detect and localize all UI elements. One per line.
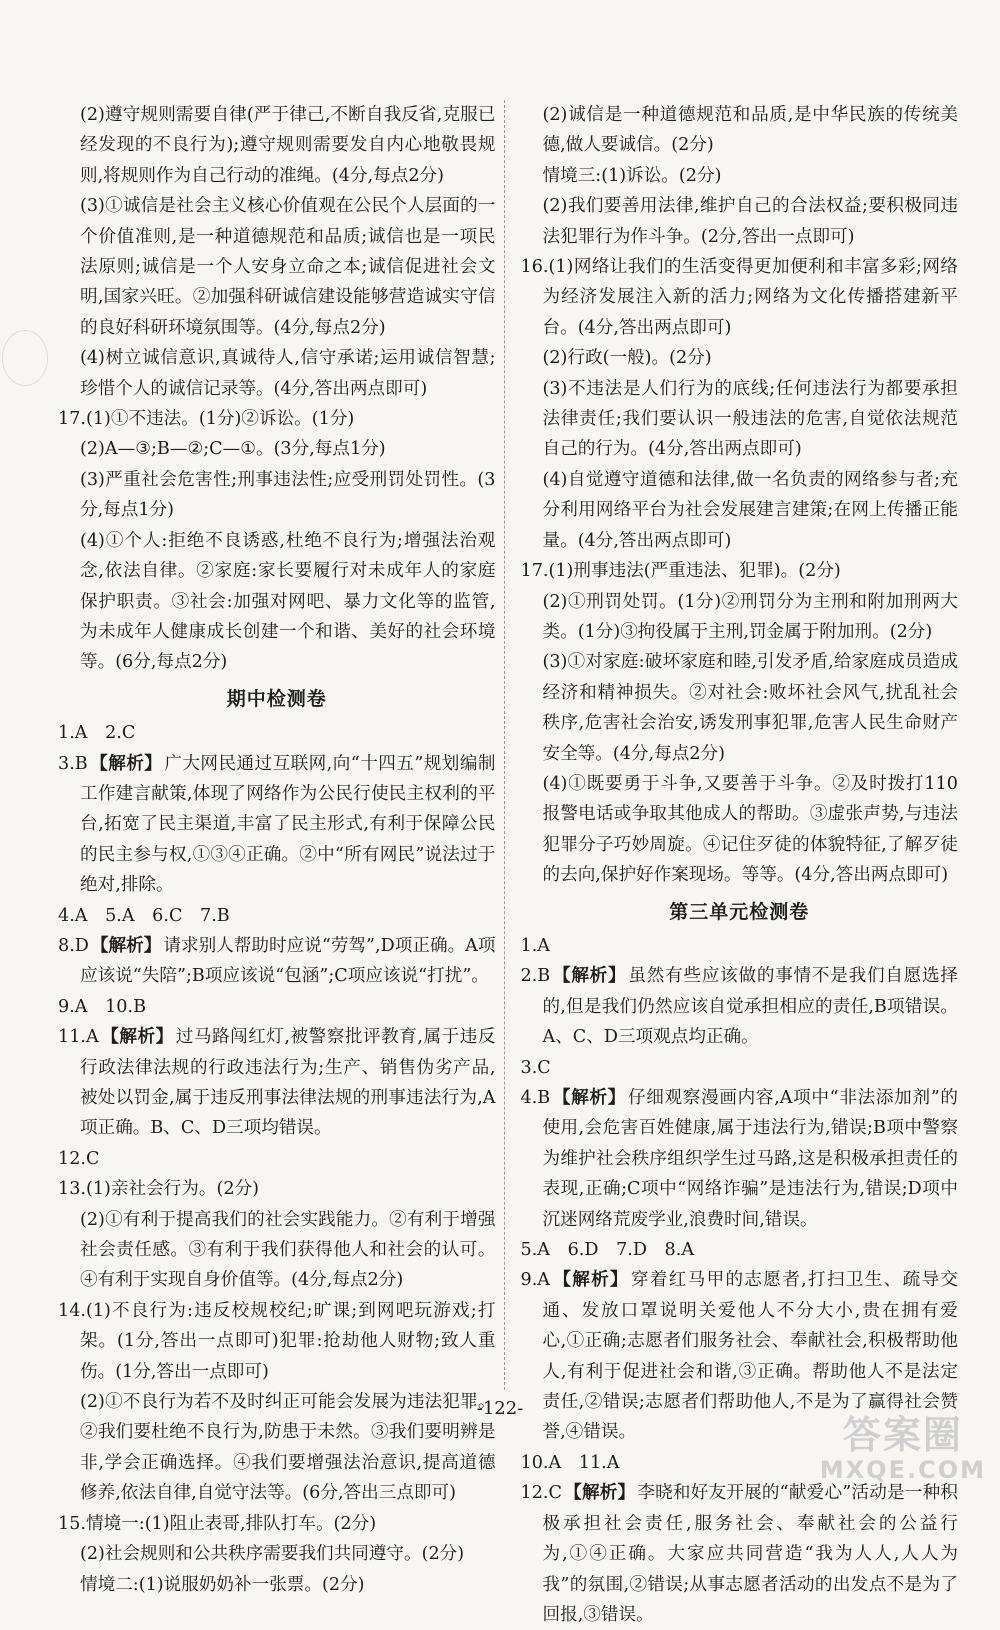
answer-text: 9.A 10.B bbox=[58, 996, 146, 1017]
answer-paragraph bbox=[521, 1083, 959, 1235]
section-title: 第三单元检测卷 bbox=[669, 900, 810, 923]
answer-paragraph bbox=[521, 343, 959, 373]
answer-paragraph bbox=[58, 718, 496, 748]
answer-paragraph bbox=[58, 526, 496, 678]
answer-text: (4)自觉遵守道德和法律,做一名负责的网络参与者;充分利用网络平台为社会发展建言建策;在网上传播正能量。(4分,答出两点即可) bbox=[542, 469, 958, 551]
answer-text: (2)我们要善用法律,维护自己的合法权益;要积极同违法犯罪行为作斗争。(2分,答出一点即可) bbox=[542, 196, 958, 247]
question-number: 8.D bbox=[58, 935, 89, 956]
answer-paragraph bbox=[521, 374, 959, 465]
question-number: 9.A bbox=[520, 1270, 550, 1291]
answer-paragraph bbox=[58, 1022, 496, 1144]
question-number: 2.B bbox=[520, 966, 551, 987]
answer-paragraph bbox=[58, 1205, 496, 1296]
answer-text: (4)树立诚信意识,真诚待人,信守承诺;运用诚信智慧;珍惜个人的诚信记录等。(4分,答出两点即可) bbox=[80, 348, 496, 399]
question-number: 12.C bbox=[520, 1483, 562, 1504]
answer-paragraph bbox=[58, 1509, 496, 1539]
answer-paragraph bbox=[521, 100, 959, 161]
answer-text: (4)①个人:拒绝不良诱惑,杜绝不良行为;增强法治观念,依法自律。②家庭:家长要履行对未成年人的家庭保护职责。③社会:加强对网吧、暴力文化等的监管,为未成年人健康成长创建一个和谐、美好的社会环境等。(6分,每点2分) bbox=[80, 530, 496, 673]
answer-paragraph bbox=[58, 1174, 496, 1204]
answer-text: 5.A 6.D 7.D 8.A bbox=[520, 1240, 695, 1261]
answer-text: (2)遵守规则需要自律(严于律己,不断自我反省,克服已经发现的不良行为);遵守规则需要发自内心地敬畏规则,将规则作为自己行动的准绳。(4分,每点2分) bbox=[80, 105, 496, 186]
answer-text: (3)不违法是人们行为的底线;任何违法行为都要承担法律责任;我们要认识一般违法的危害,自觉依法规范自己的行为。(4分,答出两点即可) bbox=[542, 378, 958, 460]
answer-paragraph bbox=[58, 191, 496, 343]
answer-paragraph bbox=[521, 465, 959, 556]
answer-paragraph bbox=[58, 931, 496, 992]
watermark-url: MXQE.COM bbox=[819, 1456, 986, 1484]
analysis-tag: 【解析】 bbox=[552, 965, 627, 987]
analysis-tag: 【解析】 bbox=[552, 1087, 626, 1108]
answer-text: (2)社会规则和公共秩序需要我们共同遵守。(2分) bbox=[80, 1544, 465, 1565]
answer-paragraph bbox=[521, 191, 959, 252]
answer-text: (3)①对家庭:破坏家庭和睦,引发矛盾,给家庭成员造成经济和精神损失。②对社会:败坏社会风气,扰乱社会秩序,危害社会治安,诱发刑事犯罪,危害人民生命财产安全等。(4分,每点2分) bbox=[542, 652, 958, 764]
answer-text: 过马路闯红灯,被警察批评教育,属于违反行政法律法规的行政违法行为;生产、销售伪劣产品,被处以罚金,属于违反刑事法律法规的刑事违法行为,A项正确。B、C、D三项均错误。 bbox=[80, 1027, 496, 1139]
answer-text: 12.C bbox=[58, 1148, 100, 1169]
analysis-tag: 【解析】 bbox=[90, 934, 162, 956]
answer-paragraph bbox=[58, 343, 496, 404]
answer-text: 情境二:(1)说服奶奶补一张票。(2分) bbox=[80, 1574, 365, 1595]
answer-paragraph bbox=[521, 647, 959, 769]
answer-text: (3)严重社会危害性;刑事违法性;应受刑罚处罚性。(3分,每点1分) bbox=[80, 469, 496, 521]
question-number: 3.B bbox=[58, 753, 88, 774]
answer-paragraph bbox=[58, 465, 496, 526]
answer-paragraph bbox=[521, 252, 959, 343]
answer-text: 广大网民通过互联网,向“十四五”规划编制工作建言献策,体现了网络作为公民行使民主权利的平台,拓宽了民主渠道,丰富了民主形式,有利于保障公民的民主参与权,①③④正确。②中“所有网民”说法过于绝对,排除。 bbox=[80, 753, 496, 896]
answer-text: (2)诚信是一种道德规范和品质,是中华民族的传统美德,做人要诚信。(2分) bbox=[542, 105, 958, 156]
answer-paragraph bbox=[521, 1235, 959, 1265]
answer-paragraph bbox=[58, 1144, 496, 1174]
answer-text: 穿着红马甲的志愿者,打扫卫生、疏导交通、发放口罩说明关爱他人不分大小,贵在拥有爱心,①正确;志愿者们服务社会、奉献社会,积极帮助他人,有利于促进社会和谐,③正确。帮助他人不是法定责任,②错误;志愿者们帮助他人,不是为了赢得社会赞誉,④错误。 bbox=[542, 1270, 958, 1443]
answer-paragraph bbox=[521, 769, 959, 891]
answer-text: 4.A 5.A 6.C 7.B bbox=[58, 905, 230, 926]
answer-paragraph bbox=[521, 961, 959, 1052]
answer-text: 1.A bbox=[520, 935, 550, 956]
answer-paragraph bbox=[58, 901, 496, 931]
answer-paragraph bbox=[58, 1570, 496, 1600]
answer-text: (2)①刑罚处罚。(1分)②刑罚分为主刑和附加刑两大类。(1分)③拘役属于主刑,罚金属于附加刑。(2分) bbox=[542, 591, 958, 642]
answer-text: 15.情境一:(1)阻止表哥,排队打车。(2分) bbox=[58, 1513, 377, 1534]
answer-paragraph bbox=[521, 1053, 959, 1083]
answer-paragraph bbox=[521, 1478, 959, 1630]
answer-text: 请求别人帮助时应说“劳驾”,D项正确。A项应该说“失陪”;B项应该说“包涵”;C项应该说“打扰”。 bbox=[80, 935, 496, 987]
analysis-tag: 【解析】 bbox=[100, 1026, 174, 1048]
stamp-mark bbox=[2, 330, 48, 386]
section-title: 期中检测卷 bbox=[226, 687, 327, 710]
analysis-tag: 【解析】 bbox=[89, 752, 163, 774]
answer-text: 虽然有些应该做的事情不是我们自愿选择的,但是我们仍然应该自觉承担相应的责任,B项错误。A、C、D三项观点均正确。 bbox=[542, 966, 958, 1048]
answer-paragraph bbox=[521, 556, 959, 586]
analysis-tag: 【解析】 bbox=[563, 1482, 636, 1504]
answer-paragraph bbox=[58, 1296, 496, 1387]
answer-text: 17.(1)刑事违法(严重违法、犯罪)。(2分) bbox=[520, 561, 841, 582]
watermark-logo bbox=[819, 1413, 986, 1484]
answer-text: (2)①有利于提高我们的社会实践能力。②有利于增强社会责任感。③有利于我们获得他人和社会的认可。④有利于实现自身价值等。(4分,每点2分) bbox=[80, 1209, 496, 1291]
analysis-tag: 【解析】 bbox=[552, 1269, 629, 1291]
answer-paragraph bbox=[521, 931, 959, 961]
answer-text: (2)①不良行为若不及时纠正可能会发展为违法犯罪。②我们要杜绝不良行为,防患于未然。③我们要明辨是非,学会正确选择。④我们要增强法治意识,提高道德修养,依法自律,自觉守法等。(6分,答出三点即可) bbox=[80, 1392, 496, 1504]
question-number: 4.B bbox=[520, 1088, 551, 1108]
answer-text: (3)①诚信是社会主义核心价值观在公民个人层面的一个价值准则,是一种道德规范和品质;诚信也是一项民法原则;诚信是一个人安身立命之本;诚信促进社会文明,国家兴旺。②加强科研诚信建设能够营造诚实守信的良好科研环境氛围等。(4分,每点2分) bbox=[80, 196, 496, 338]
answer-text: 13.(1)亲社会行为。(2分) bbox=[58, 1179, 259, 1200]
question-number: 11.A bbox=[58, 1027, 99, 1048]
answer-text: (2)行政(一般)。(2分) bbox=[542, 348, 712, 369]
answer-text: (2)A—③;B—②;C—①。(3分,每点1分) bbox=[80, 439, 386, 460]
answer-paragraph bbox=[58, 100, 496, 191]
answer-text: 16.(1)网络让我们的生活变得更加便利和丰富多彩;网络为经济发展注入新的活力;网络为文化传播搭建新平台。(4分,答出两点即可) bbox=[520, 257, 958, 338]
answer-text: 1.A 2.C bbox=[58, 723, 136, 744]
answer-paragraph bbox=[521, 161, 959, 191]
page-number: -122- bbox=[476, 1398, 524, 1419]
answer-paragraph bbox=[58, 404, 496, 434]
answer-text: 仔细观察漫画内容,A项中“非法添加剂”的使用,会危害百姓健康,属于违法行为,错误;B项中警察为维护社会秩序组织学生过马路,这是积极承担责任的表现,正确;C项中“网络诈骗”是违法行为,错误;D项中沉迷网络荒废学业,浪费时间,错误。 bbox=[542, 1088, 958, 1230]
answer-text: 3.C bbox=[520, 1057, 551, 1078]
answer-text: (4)①既要勇于斗争,又要善于斗争。②及时拨打110报警电话或争取其他成人的帮助。③虚张声势,与违法犯罪分子巧妙周旋。④记住歹徒的体貌特征,了解歹徒的去向,保护好作案现场。等等。(4分,答出两点即可) bbox=[542, 773, 958, 886]
answer-text: 14.(1)不良行为:违反校规校纪;旷课;到网吧玩游戏;打架。(1分,答出一点即可)犯罪:抢劫他人财物;致人重伤。(1分,答出一点即可) bbox=[58, 1300, 496, 1382]
answer-text: 10.A 11.A bbox=[520, 1452, 620, 1473]
answer-text: 17.(1)①不违法。(1分)②诉讼。(1分) bbox=[58, 409, 355, 430]
answer-paragraph bbox=[58, 434, 496, 464]
answer-paragraph bbox=[521, 587, 959, 648]
answer-paragraph bbox=[58, 749, 496, 901]
answer-text: 李晓和好友开展的“献爱心”活动是一种积极承担社会责任,服务社会、奉献社会的公益行为,①④正确。大家应共同营造“我为人人,人人为我”的氛围,②错误;从事志愿者活动的出发点不是为了回报,③错误。 bbox=[542, 1483, 958, 1625]
answer-paragraph bbox=[58, 1539, 496, 1569]
answer-text: 情境三:(1)诉讼。(2分) bbox=[542, 165, 722, 186]
answer-paragraph bbox=[58, 992, 496, 1022]
watermark-text: 答案圈 bbox=[842, 1413, 963, 1457]
